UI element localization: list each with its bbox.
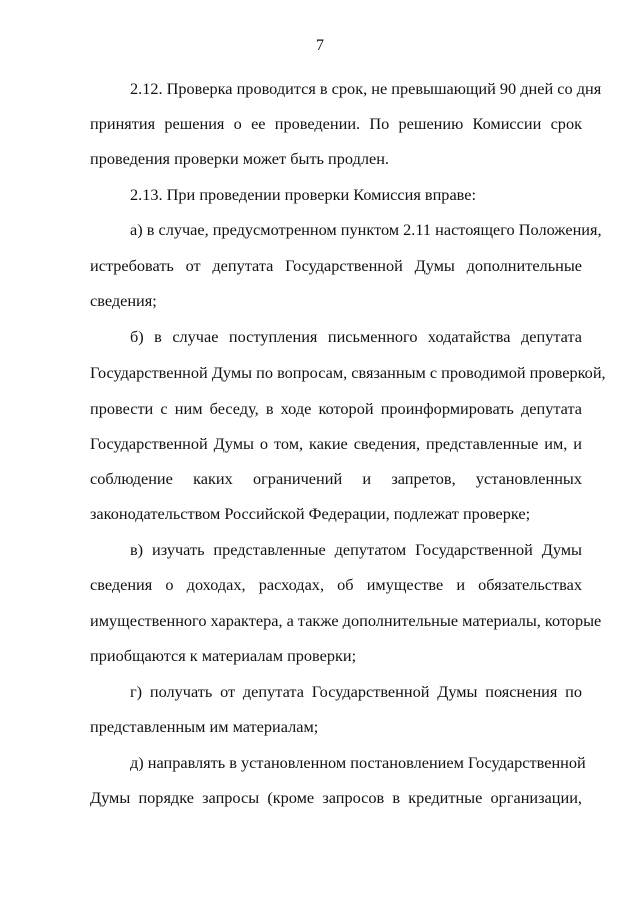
text-line: провести с ним беседу, в ходе которой проинформировать депутата: [90, 399, 582, 418]
text-line: Государственной Думы о том, какие сведения, представленные им, и: [90, 434, 582, 453]
text-line: сведения о доходах, расходах, об имуществе и обязательствах: [90, 575, 582, 594]
text-line: б) в случае поступления письменного ходатайства депутата: [130, 327, 582, 346]
text-line: г) получать от депутата Государственной Думы пояснения по: [130, 682, 582, 701]
text-line: д) направлять в установленном постановлением Государственной: [130, 753, 586, 772]
text-line: соблюдение каких ограничений и запретов, установленных: [90, 469, 582, 488]
text-line: имущественного характера, а также дополнительные материалы, которые: [90, 611, 602, 630]
page-number: 7: [316, 37, 324, 54]
text-line: сведения;: [90, 291, 157, 310]
text-line: принятия решения о ее проведении. По решению Комиссии срок: [90, 114, 582, 133]
text-line: а) в случае, предусмотренном пунктом 2.11 настоящего Положения,: [130, 220, 602, 239]
text-line: 2.13. При проведении проверки Комиссия вправе:: [130, 185, 477, 204]
text-line: законодательством Российской Федерации, подлежат проверке;: [90, 504, 531, 523]
text-line: Думы порядке запросы (кроме запросов в кредитные организации,: [90, 788, 582, 807]
text-line: Государственной Думы по вопросам, связанным с проводимой проверкой,: [90, 363, 606, 382]
text-line: представленным им материалам;: [90, 717, 319, 736]
text-line: проведения проверки может быть продлен.: [90, 149, 390, 168]
text-line: приобщаются к материалам проверки;: [90, 646, 357, 665]
text-line: 2.12. Проверка проводится в срок, не превышающий 90 дней со дня: [130, 79, 602, 98]
text-line: в) изучать представленные депутатом Государственной Думы: [130, 540, 582, 559]
text-line: истребовать от депутата Государственной Думы дополнительные: [90, 256, 582, 275]
